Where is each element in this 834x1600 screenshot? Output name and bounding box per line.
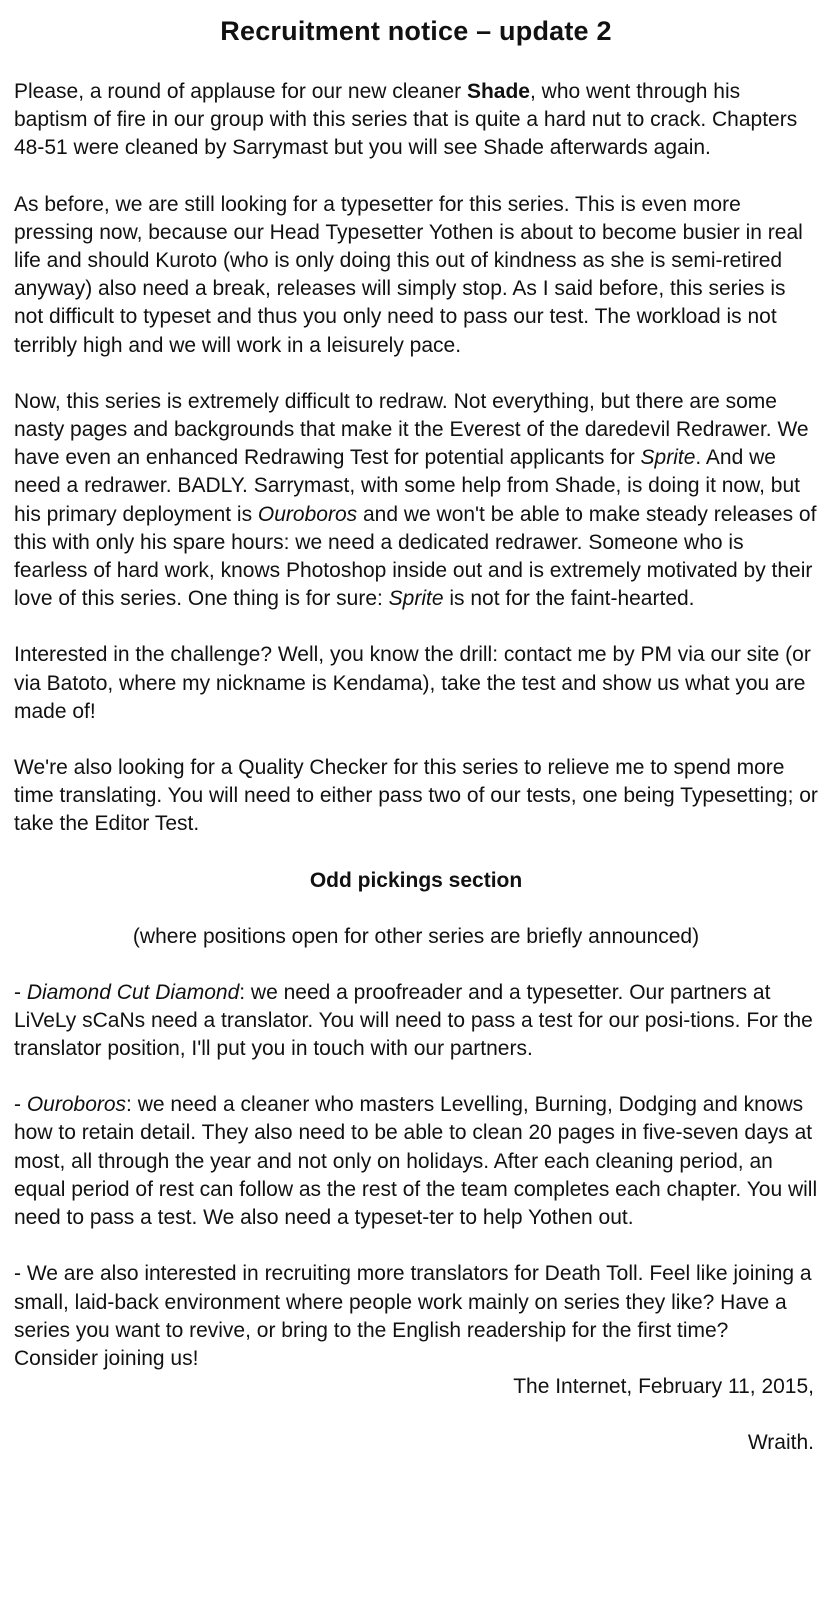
paragraph-redrawer (14, 388, 818, 614)
text-segment: is not for the faint-hearted. (443, 587, 695, 611)
series-title: Ouroboros (26, 1093, 127, 1117)
paragraph-gap (14, 951, 818, 979)
section-subtitle: (where positions open for other series are briefly announced) (132, 924, 700, 948)
section-heading: Odd pickings section (309, 868, 523, 892)
series-title: Sprite (388, 587, 444, 611)
paragraph-gap (14, 895, 818, 923)
paragraph-gap (14, 613, 818, 641)
paragraph-gap (14, 839, 818, 867)
name-shade: Shade (466, 80, 530, 103)
paragraph-gap (14, 1401, 818, 1429)
text-segment: Please, a round of applause for our new cleaner (14, 80, 467, 103)
paragraph-gap (14, 360, 818, 388)
text-segment: - (14, 1093, 27, 1117)
paragraph-gap (14, 163, 818, 191)
paragraph-contact: Interested in the challenge? Well, you know the drill: contact me by PM via our site (or via Batoto, where my nickname is Kendama), take the test and show us what you are made of! (14, 643, 811, 723)
series-title: Sprite (640, 446, 696, 470)
text-segment: - (14, 980, 27, 1004)
list-item-diamond-cut-diamond (14, 979, 818, 1064)
paragraph-gap (14, 1063, 818, 1091)
series-title: Diamond Cut Diamond (26, 980, 240, 1004)
paragraph-typesetter: As before, we are still looking for a typesetter for this series. This is even more pressing now, because our Head Typesetter Yothen is about to become busier in real life and should Kuroto (who is only doing this out of kindness as she is semi-retired anyway) also need a break, releases will simply stop. As I said before, this series is not difficult to typeset and thus you only need to pass our test. The workload is not terribly high and we will work in a leisurely pace. (14, 192, 803, 357)
text-segment: : we need a cleaner who masters Levelling, Burning, Dodging and knows how to retain detail. They also need to be able to clean 20 pages in five-seven days at most, all through the year and not only on holidays. After each cleaning period, an equal period of rest can follow as the rest of the team completes each chapter. You will need to pass a test. We also need a typeset-ter to help Yothen out. (14, 1093, 818, 1230)
text-segment: : we need a proofreader and a typesetter. Our partners at LiVeLy sCaNs need a translator. You will need to pass a test for our posi-tions. For the translator position, I'll put you in touch with our partners. (14, 980, 813, 1061)
signoff-place-date: The Internet, February 11, 2015, (513, 1375, 814, 1399)
list-item-death-toll: - We are also interested in recruiting more translators for Death Toll. Feel like joining a small, laid-back environment where people work mainly on series they like? Have a series you want to revive, or bring to the English readership for the first time? Consider joining us! (14, 1262, 812, 1370)
paragraph-new-cleaner (14, 78, 818, 163)
text-segment: Now, this series is extremely difficult to redraw. Not everything, but there are some nasty pages and backgrounds that make it the Everest of the daredevil Redrawer. We have even an enhanced Redrawing Test for potential applicants for (14, 389, 809, 470)
text-segment: , who went through his baptism of fire in our group with this series that is quite a hard nut to crack. Chapters 48-51 were cleaned by Sarrymast but you will see Shade afterwards again. (14, 80, 798, 160)
text-segment: . And we need a redrawer. BADLY. Sarrymast, with some help from Shade, is doing it now, but his primary deployment is (14, 446, 800, 526)
paragraph-gap (14, 726, 818, 754)
list-item-ouroboros (14, 1091, 818, 1232)
series-title: Ouroboros (257, 502, 358, 526)
page-title: Recruitment notice – update 2 (220, 16, 612, 46)
paragraph-gap (14, 1232, 818, 1260)
signoff-name: Wraith. (747, 1431, 814, 1455)
text-segment: and we won't be able to make steady releases of this with only his spare hours: we need a dedicated redrawer. Someone who is fearless of hard work, knows Photoshop inside out and is extremely motivated by their love of this series. One thing is for sure: (14, 502, 817, 611)
paragraph-quality-checker: We're also looking for a Quality Checker for this series to relieve me to spend more time translating. You will need to either pass two of our tests, one being Typesetting; or take the Editor Test. (14, 756, 818, 836)
